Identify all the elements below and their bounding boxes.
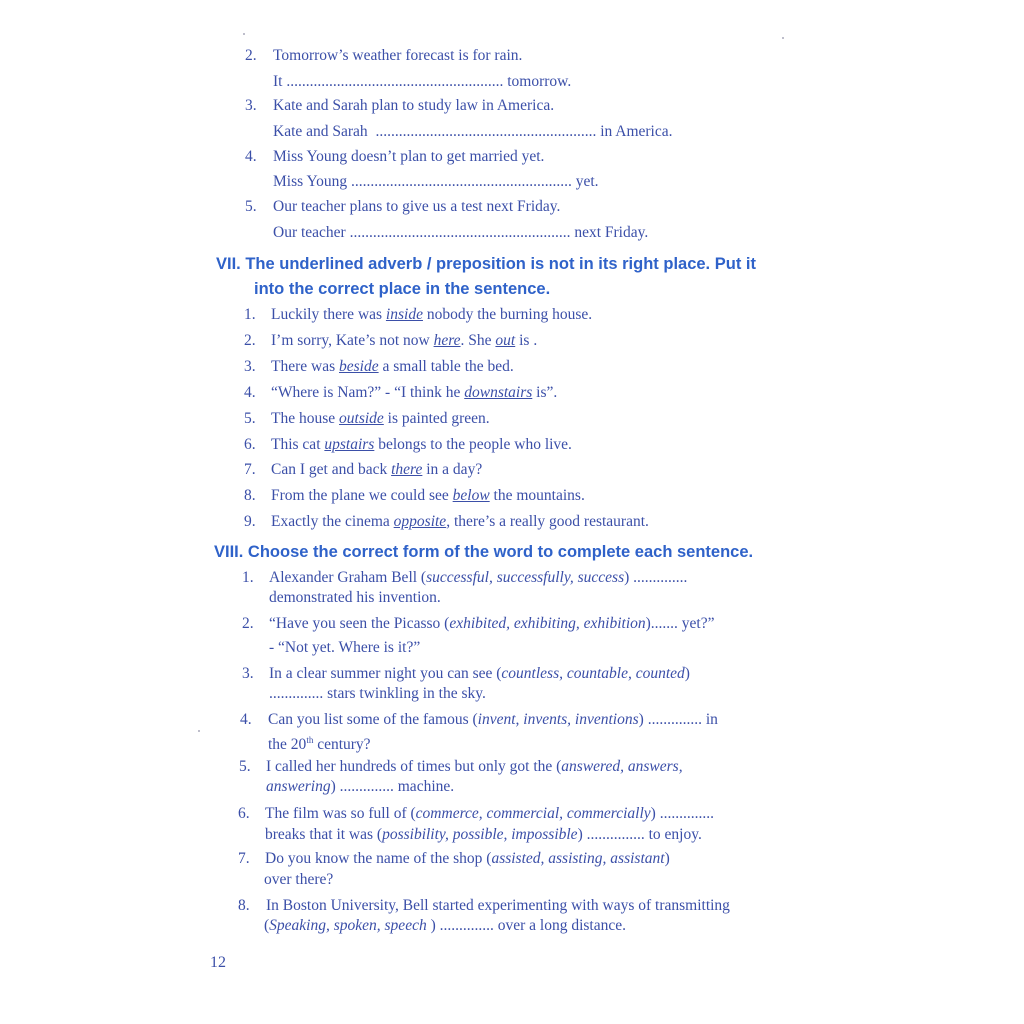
list-item: There was beside a small table the bed. (271, 358, 514, 375)
item-number: 5. (245, 198, 257, 215)
list-item-line1: In Boston University, Bell started experimenting with ways of transmitting (266, 897, 730, 914)
item-number: 6. (238, 805, 250, 822)
list-item-line2: demonstrated his invention. (269, 589, 441, 606)
list-item: “Where is Nam?” - “I think he downstairs is”. (271, 384, 558, 401)
item-number: 7. (238, 850, 250, 867)
rewrite-line: Our teacher ......................................................... next Friday. (273, 224, 649, 241)
section-8-heading: VIII. Choose the correct form of the word to complete each sentence. (214, 543, 754, 561)
list-item-line1: I called her hundreds of times but only got the (answered, answers, (266, 758, 683, 775)
item-number: 3. (245, 97, 257, 114)
list-item: This cat upstairs belongs to the people who live. (271, 436, 572, 453)
item-number: 8. (238, 897, 250, 914)
scan-speck (198, 730, 200, 732)
item-number: 4. (245, 148, 257, 165)
list-item-line1: Do you know the name of the shop (assisted, assisting, assistant) (265, 850, 670, 867)
list-item: The house outside is painted green. (271, 410, 490, 427)
item-sentence: Miss Young doesn’t plan to get married yet. (273, 148, 545, 165)
item-number: 2. (244, 332, 256, 349)
list-item-line1: The film was so full of (commerce, commercial, commercially) .............. (265, 805, 714, 822)
rewrite-line: It ........................................................ tomorrow. (273, 73, 572, 90)
list-item-line1: “Have you seen the Picasso (exhibited, exhibiting, exhibition)....... yet?” (269, 615, 715, 632)
rewrite-line: Miss Young ......................................................... yet. (273, 173, 599, 190)
section-7-heading-line1: VII. The underlined adverb / preposition is not in its right place. Put it (216, 255, 756, 273)
item-sentence: Kate and Sarah plan to study law in America. (273, 97, 555, 114)
scan-speck (243, 33, 245, 35)
list-item-line1: Can you list some of the famous (invent, invents, inventions) .............. in (268, 711, 718, 728)
list-item-line2: the 20th century? (268, 735, 371, 754)
list-item-line2: answering) .............. machine. (266, 778, 455, 795)
item-number: 7. (244, 461, 256, 478)
scan-speck (782, 37, 784, 39)
item-number: 1. (242, 569, 254, 586)
item-sentence: Our teacher plans to give us a test next Friday. (273, 198, 561, 215)
list-item-line1: Alexander Graham Bell (successful, successfully, success) .............. (269, 569, 688, 586)
page-number: 12 (210, 954, 226, 971)
list-item-line2: .............. stars twinkling in the sky. (269, 685, 486, 702)
item-number: 1. (244, 306, 256, 323)
item-number: 4. (240, 711, 252, 728)
item-number: 3. (244, 358, 256, 375)
list-item-line2: breaks that it was (possibility, possible, impossible) ............... to enjoy. (265, 826, 702, 843)
list-item: Luckily there was inside nobody the burning house. (271, 306, 593, 323)
item-sentence: Tomorrow’s weather forecast is for rain. (273, 47, 523, 64)
list-item-line2: (Speaking, spoken, speech ) .............. over a long distance. (264, 917, 627, 934)
list-item-line2: - “Not yet. Where is it?” (269, 639, 421, 656)
list-item: I’m sorry, Kate’s not now here. She out is . (271, 332, 538, 349)
item-number: 6. (244, 436, 256, 453)
item-number: 9. (244, 513, 256, 530)
item-number: 4. (244, 384, 256, 401)
list-item: From the plane we could see below the mountains. (271, 487, 585, 504)
rewrite-line: Kate and Sarah ......................................................... in America. (273, 123, 673, 140)
list-item: Can I get and back there in a day? (271, 461, 483, 478)
item-number: 8. (244, 487, 256, 504)
list-item-line1: In a clear summer night you can see (countless, countable, counted) (269, 665, 690, 682)
item-number: 5. (244, 410, 256, 427)
item-number: 2. (245, 47, 257, 64)
item-number: 2. (242, 615, 254, 632)
item-number: 5. (239, 758, 251, 775)
list-item-line2: over there? (264, 871, 334, 888)
list-item: Exactly the cinema opposite, there’s a really good restaurant. (271, 513, 649, 530)
section-7-heading-line2: into the correct place in the sentence. (254, 280, 551, 298)
item-number: 3. (242, 665, 254, 682)
